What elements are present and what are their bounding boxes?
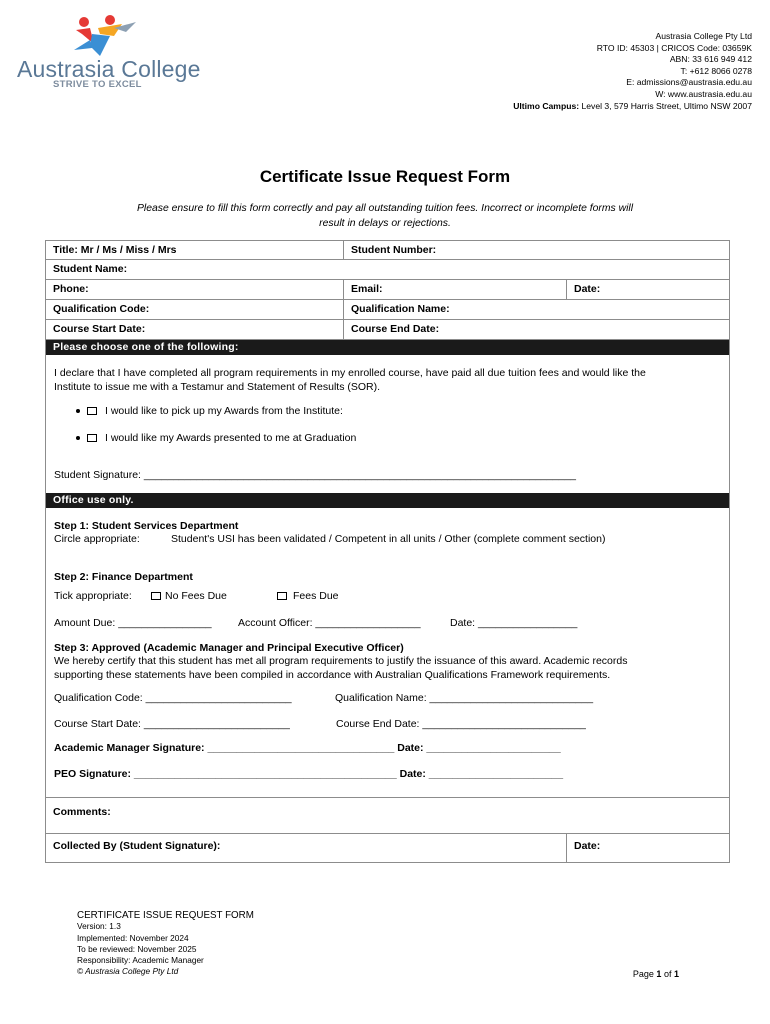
student-number-field[interactable]: Student Number: [343, 241, 729, 259]
form-title: Certificate Issue Request Form [259, 167, 511, 186]
company-name: Austrasia College Pty Ltd [655, 31, 752, 41]
form-intro: Please ensure to fill this form correctly and pay all outstanding tuition fees. Incorrect or incomplete forms will result in delays or rejections. [136, 203, 634, 229]
document-footer [77, 910, 254, 978]
step3-title: Step 3: Approved (Academic Manager and Principal Executive Officer) [54, 642, 404, 654]
choose-section-header: Please choose one of the following: [46, 340, 729, 355]
email-link[interactable]: E: admissions@austrasia.edu.au [626, 77, 752, 88]
office-section-header: Office use only. [46, 493, 729, 508]
row-comments [46, 798, 729, 834]
academic-manager-signature-line[interactable]: Academic Manager Signature: ________________________________ Date: _______________________ [54, 742, 561, 754]
office-end-date-field[interactable]: Course End Date: ____________________________ [336, 718, 586, 730]
page-number: Page 1 of 1 [632, 969, 679, 979]
college-logo-icon [70, 14, 138, 60]
declaration-text: I declare that I have completed all program requirements in my enrolled course, have paid all due tuition fees and would like the Institute to issue me with a Testamur and Statement of Results (SOR). [54, 367, 646, 393]
row-student-name [46, 260, 729, 280]
campus-address: Ultimo Campus: Level 3, 579 Harris Street, Ultimo NSW 2007 [513, 100, 752, 111]
rto-code: RTO ID: 45303 | CRICOS Code: 03659K [596, 42, 752, 53]
qualification-name-field[interactable]: Qualification Name: [343, 300, 729, 319]
step1-title: Step 1: Student Services Department [54, 520, 239, 532]
bullet-icon [76, 409, 80, 413]
step2-title: Step 2: Finance Department [54, 571, 193, 583]
finance-date-field[interactable]: Date: _________________ [450, 617, 578, 629]
course-start-field[interactable]: Course Start Date: [53, 323, 146, 335]
footer-version: Version: 1.3 [77, 921, 121, 932]
graduation-checkbox[interactable] [87, 434, 97, 442]
step3-certification: We hereby certify that this student has met all program requirements to justify the issuance of this award. Academic records supporting these statements have been compiled in accordance with Australian Qualifications Framework requirements. [54, 655, 628, 681]
request-form-table [45, 240, 730, 863]
comments-field[interactable]: Comments: [53, 806, 111, 818]
phone-number: T: +612 8066 0278 [680, 65, 752, 76]
step2-label: Tick appropriate: [54, 590, 132, 602]
abn: ABN: 33 616 949 412 [669, 54, 752, 65]
peo-signature-line[interactable]: PEO Signature: _____________________________________________ Date: _______________________ [54, 768, 564, 780]
collected-by-field[interactable]: Collected By (Student Signature): [53, 840, 221, 852]
website-link[interactable]: W: www.austrasia.edu.au [655, 88, 752, 99]
row-contact [46, 280, 729, 300]
fees-due-checkbox[interactable] [277, 592, 287, 600]
row-collected [46, 834, 729, 862]
step1-options[interactable]: Student's USI has been validated / Competent in all units / Other (complete comment section) [171, 533, 606, 545]
footer-review: To be reviewed: November 2025 [77, 943, 197, 954]
email-field[interactable]: Email: [343, 280, 566, 299]
footer-implemented: Implemented: November 2024 [77, 932, 189, 943]
row-qualification [46, 300, 729, 320]
college-logo-name: Austrasia College [17, 56, 201, 82]
office-start-date-field[interactable]: Course Start Date: _________________________ [54, 718, 290, 730]
footer-title: CERTIFICATE ISSUE REQUEST FORM [77, 910, 254, 921]
option-pickup[interactable]: I would like to pick up my Awards from the Institute: [76, 405, 343, 417]
no-fees-option[interactable]: No Fees Due [151, 590, 227, 602]
pickup-checkbox[interactable] [87, 407, 97, 415]
footer-responsibility: Responsibility: Academic Manager [77, 955, 204, 966]
amount-due-field[interactable]: Amount Due: ________________ [54, 617, 212, 629]
office-qual-code-field[interactable]: Qualification Code: _________________________ [54, 692, 292, 704]
date-field[interactable]: Date: [566, 280, 729, 299]
fees-due-option[interactable]: Fees Due [277, 590, 339, 602]
title-field[interactable]: Title: Mr / Ms / Miss / Mrs [53, 244, 177, 256]
office-qual-name-field[interactable]: Qualification Name: ____________________________ [335, 692, 594, 704]
course-end-field[interactable]: Course End Date: [343, 320, 729, 339]
footer-copyright: © Austrasia College Pty Ltd [77, 966, 179, 977]
qualification-code-field[interactable]: Qualification Code: [53, 303, 150, 315]
account-officer-field[interactable]: Account Officer: __________________ [238, 617, 421, 629]
student-name-field[interactable]: Student Name: [53, 263, 128, 275]
no-fees-checkbox[interactable] [151, 592, 161, 600]
collected-date-field[interactable]: Date: [566, 834, 729, 862]
phone-field[interactable]: Phone: [53, 283, 89, 295]
row-course-dates [46, 320, 729, 340]
option-graduation[interactable]: I would like my Awards presented to me at Graduation [76, 432, 356, 444]
student-signature-line[interactable]: Student Signature: __________________________________________________________________________ [54, 469, 577, 481]
step1-label: Circle appropriate: [54, 533, 140, 545]
contact-block [513, 31, 752, 112]
bullet-icon [76, 436, 80, 440]
college-logo-tagline: STRIVE TO EXCEL [53, 79, 142, 90]
row-title-number [46, 241, 729, 260]
